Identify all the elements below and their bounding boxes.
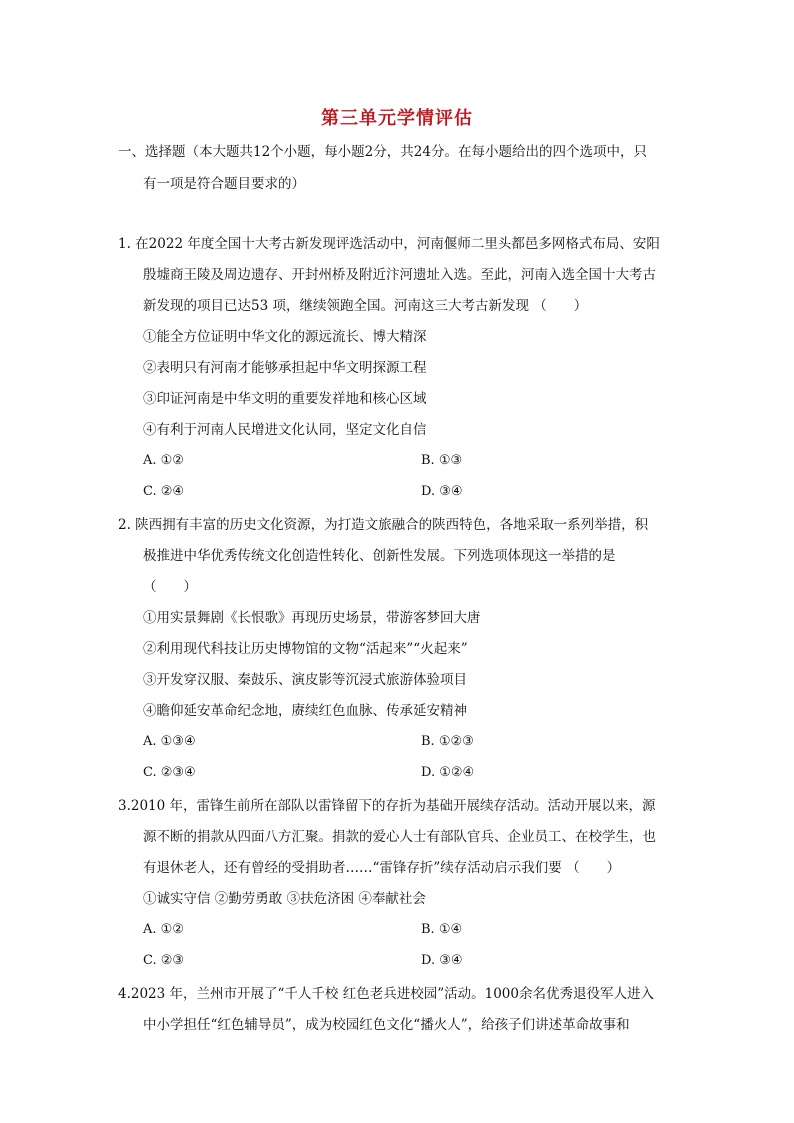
question-1-line-1: 1. 在2022 年度全国十大考古新发现评选活动中，河南偃师二里头都邑多网格式布局、安阳 bbox=[118, 236, 660, 252]
question-3-line-2: 源不断的捐款从四面八方汇聚。捐款的爱心人士有部队官兵、企业员工、在校学生，也 bbox=[143, 829, 656, 845]
question-3-option-c: C. ②③ bbox=[143, 953, 185, 968]
question-2-line-1: 2. 陕西拥有丰富的历史文化资源，为打造文旅融合的陕西特色，各地采取一系列举措，积 bbox=[118, 517, 649, 533]
question-1-statement-1: ①能全方位证明中华文化的源远流长、博大精深 bbox=[143, 329, 427, 345]
question-2-line-3: （ ） bbox=[143, 579, 197, 595]
question-3-line-1: 3.2010 年，雷锋生前所在部队以雷锋留下的存折为基础开展续存活动。活动开展以来，源 bbox=[118, 798, 656, 814]
section-heading-line-2: 有一项是符合题目要求的） bbox=[143, 176, 305, 192]
question-3-option-d: D. ③④ bbox=[421, 953, 463, 968]
question-3-statement-1: ①诚实守信 ②勤劳勇敢 ③扶危济困 ④奉献社会 bbox=[143, 891, 426, 907]
question-1-statement-4: ④有利于河南人民增进文化认同，坚定文化自信 bbox=[143, 422, 427, 438]
question-4-line-1: 4.2023 年，兰州市开展了“千人千校 红色老兵进校园”活动。1000余名优秀退役军人进入 bbox=[118, 986, 654, 1002]
question-2-option-c: C. ②③④ bbox=[143, 765, 196, 780]
question-2-statement-2: ②利用现代科技让历史博物馆的文物“活起来”“火起来” bbox=[143, 641, 468, 657]
question-1-option-a: A. ①② bbox=[143, 453, 184, 468]
question-2-line-2: 极推进中华优秀传统文化创造性转化、创新性发展。下列选项体现这一举措的是 bbox=[143, 548, 616, 564]
question-1-option-b: B. ①③ bbox=[421, 453, 463, 468]
question-3-line-3: 有退休老人，还有曾经的受捐助者……“雷锋存折”续存活动启示我们要 （ ） bbox=[143, 860, 621, 876]
section-heading-line-1: 一、选择题（本大题共12个小题，每小题2分，共24分。在每小题给出的四个选项中，只 bbox=[118, 144, 647, 160]
question-3-option-a: A. ①② bbox=[143, 922, 184, 937]
question-4-line-2: 中小学担任“红色辅导员”，成为校园红色文化“播火人”，给孩子们讲述革命故事和 bbox=[143, 1017, 630, 1033]
question-2-option-d: D. ①②④ bbox=[421, 765, 475, 780]
question-3-option-b: B. ①④ bbox=[421, 922, 463, 937]
question-2-option-a: A. ①③④ bbox=[143, 734, 196, 749]
question-1-statement-3: ③印证河南是中华文明的重要发祥地和核心区域 bbox=[143, 391, 427, 407]
question-1-option-c: C. ②④ bbox=[143, 484, 185, 499]
question-1-option-d: D. ③④ bbox=[421, 484, 463, 499]
question-2-option-b: B. ①②③ bbox=[421, 734, 474, 749]
question-1-statement-2: ②表明只有河南才能够承担起中华文明探源工程 bbox=[143, 360, 427, 376]
question-1-line-3: 新发现的项目已达53 项，继续领跑全国。河南这三大考古新发现 （ ） bbox=[143, 298, 588, 314]
question-2-statement-3: ③开发穿汉服、秦鼓乐、演皮影等沉浸式旅游体验项目 bbox=[143, 672, 467, 688]
question-2-statement-1: ①用实景舞剧《长恨歌》再现历史场景，带游客梦回大唐 bbox=[143, 610, 481, 626]
question-2-statement-4: ④瞻仰延安革命纪念地，赓续红色血脉、传承延安精神 bbox=[143, 703, 467, 719]
question-1-line-2: 殷墟商王陵及周边遗存、开封州桥及附近汴河遗址入选。至此，河南入选全国十大考古 bbox=[143, 267, 656, 283]
page-title: 第三单元学情评估 bbox=[321, 108, 473, 129]
